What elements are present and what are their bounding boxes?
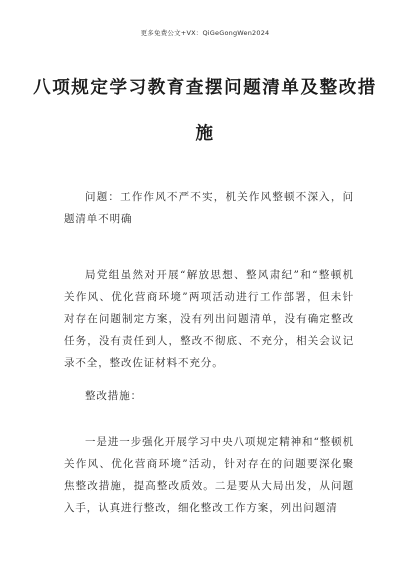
header-note: 更多免费公文+VX：QiGeGongWen2024 [140, 29, 270, 37]
document-title-line-1: 八项规定学习教育查摆问题清单及整改措 [33, 78, 377, 98]
document-title-line-2: 施 [195, 124, 215, 144]
issue-paragraph: 问题：工作作风不严不实，机关作风整顿不深入，问题清单不明确 [64, 191, 354, 225]
issue-description-paragraph: 局党组虽然对开展“解放思想、整风肃纪”和“整顿机关作风、优化营商环境”两项活动进行工作部署，但未针对存在问题制定方案，没有列出问题清单，没有确定整改任务，没有责任到人，整改不彻底、不充分，相关会议记录不全，整改佐证材料不充分。 [64, 269, 354, 369]
measures-heading: 整改措施： [85, 390, 142, 402]
first-measure-paragraph: 一是进一步强化开展学习中央八项规定精神和“整顿机关作风、优化营商环境”活动，针对存在的问题要深化聚焦整改措施，提高整改质效。二是要从大局出发，从问题入手，认真进行整改，细化整改工作方案，列出问题清 [64, 436, 354, 514]
